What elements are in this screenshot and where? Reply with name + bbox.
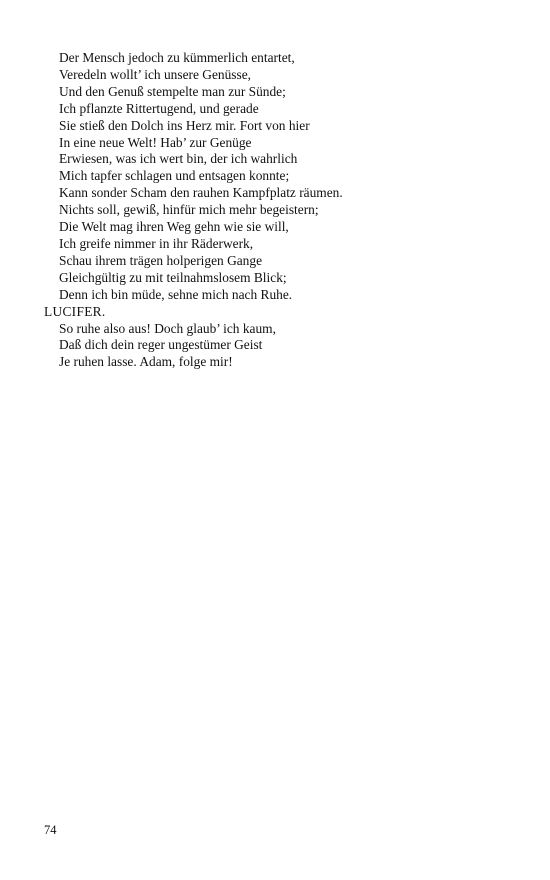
verse-line: Je ruhen lasse. Adam, folge mir! [59,354,233,370]
verse-line: So ruhe also aus! Doch glaub’ ich kaum, [59,320,276,336]
verse-line: In eine neue Welt! Hab’ zur Genüge [59,134,252,150]
verse-line: Die Welt mag ihren Weg gehn wie sie will, [59,219,289,235]
verse-line: Sie stieß den Dolch ins Herz mir. Fort von hier [59,117,310,133]
verse-line: Schau ihrem trägen holperigen Gange [59,252,263,268]
verse-line: Ich greife nimmer in ihr Räderwerk, [59,235,254,251]
verse-line: Der Mensch jedoch zu kümmerlich entartet, [59,50,295,65]
verse-line: Veredeln wollt’ ich unsere Genüsse, [59,66,251,82]
page-number: 74 [44,823,57,837]
verse-line: Mich tapfer schlagen und entsagen konnte; [59,168,290,184]
verse-line: Daß dich dein reger ungestümer Geist [59,337,263,353]
verse-line: Und den Genuß stempelte man zur Sünde; [59,83,286,99]
speaker-name: LUCIFER. [44,303,106,319]
text-block [44,50,514,371]
verse-line: Kann sonder Scham den rauhen Kampfplatz räumen. [59,185,343,201]
verse-line: Ich pflanzte Rittertugend, und gerade [59,100,259,116]
verse-line: Gleichgültig zu mit teilnahmslosem Blick; [59,269,287,285]
verse-line: Erwiesen, was ich wert bin, der ich wahrlich [59,151,298,167]
verse-line: Nichts soll, gewiß, hinfür mich mehr begeistern; [59,202,319,218]
verse-line: Denn ich bin müde, sehne mich nach Ruhe. [59,286,293,302]
